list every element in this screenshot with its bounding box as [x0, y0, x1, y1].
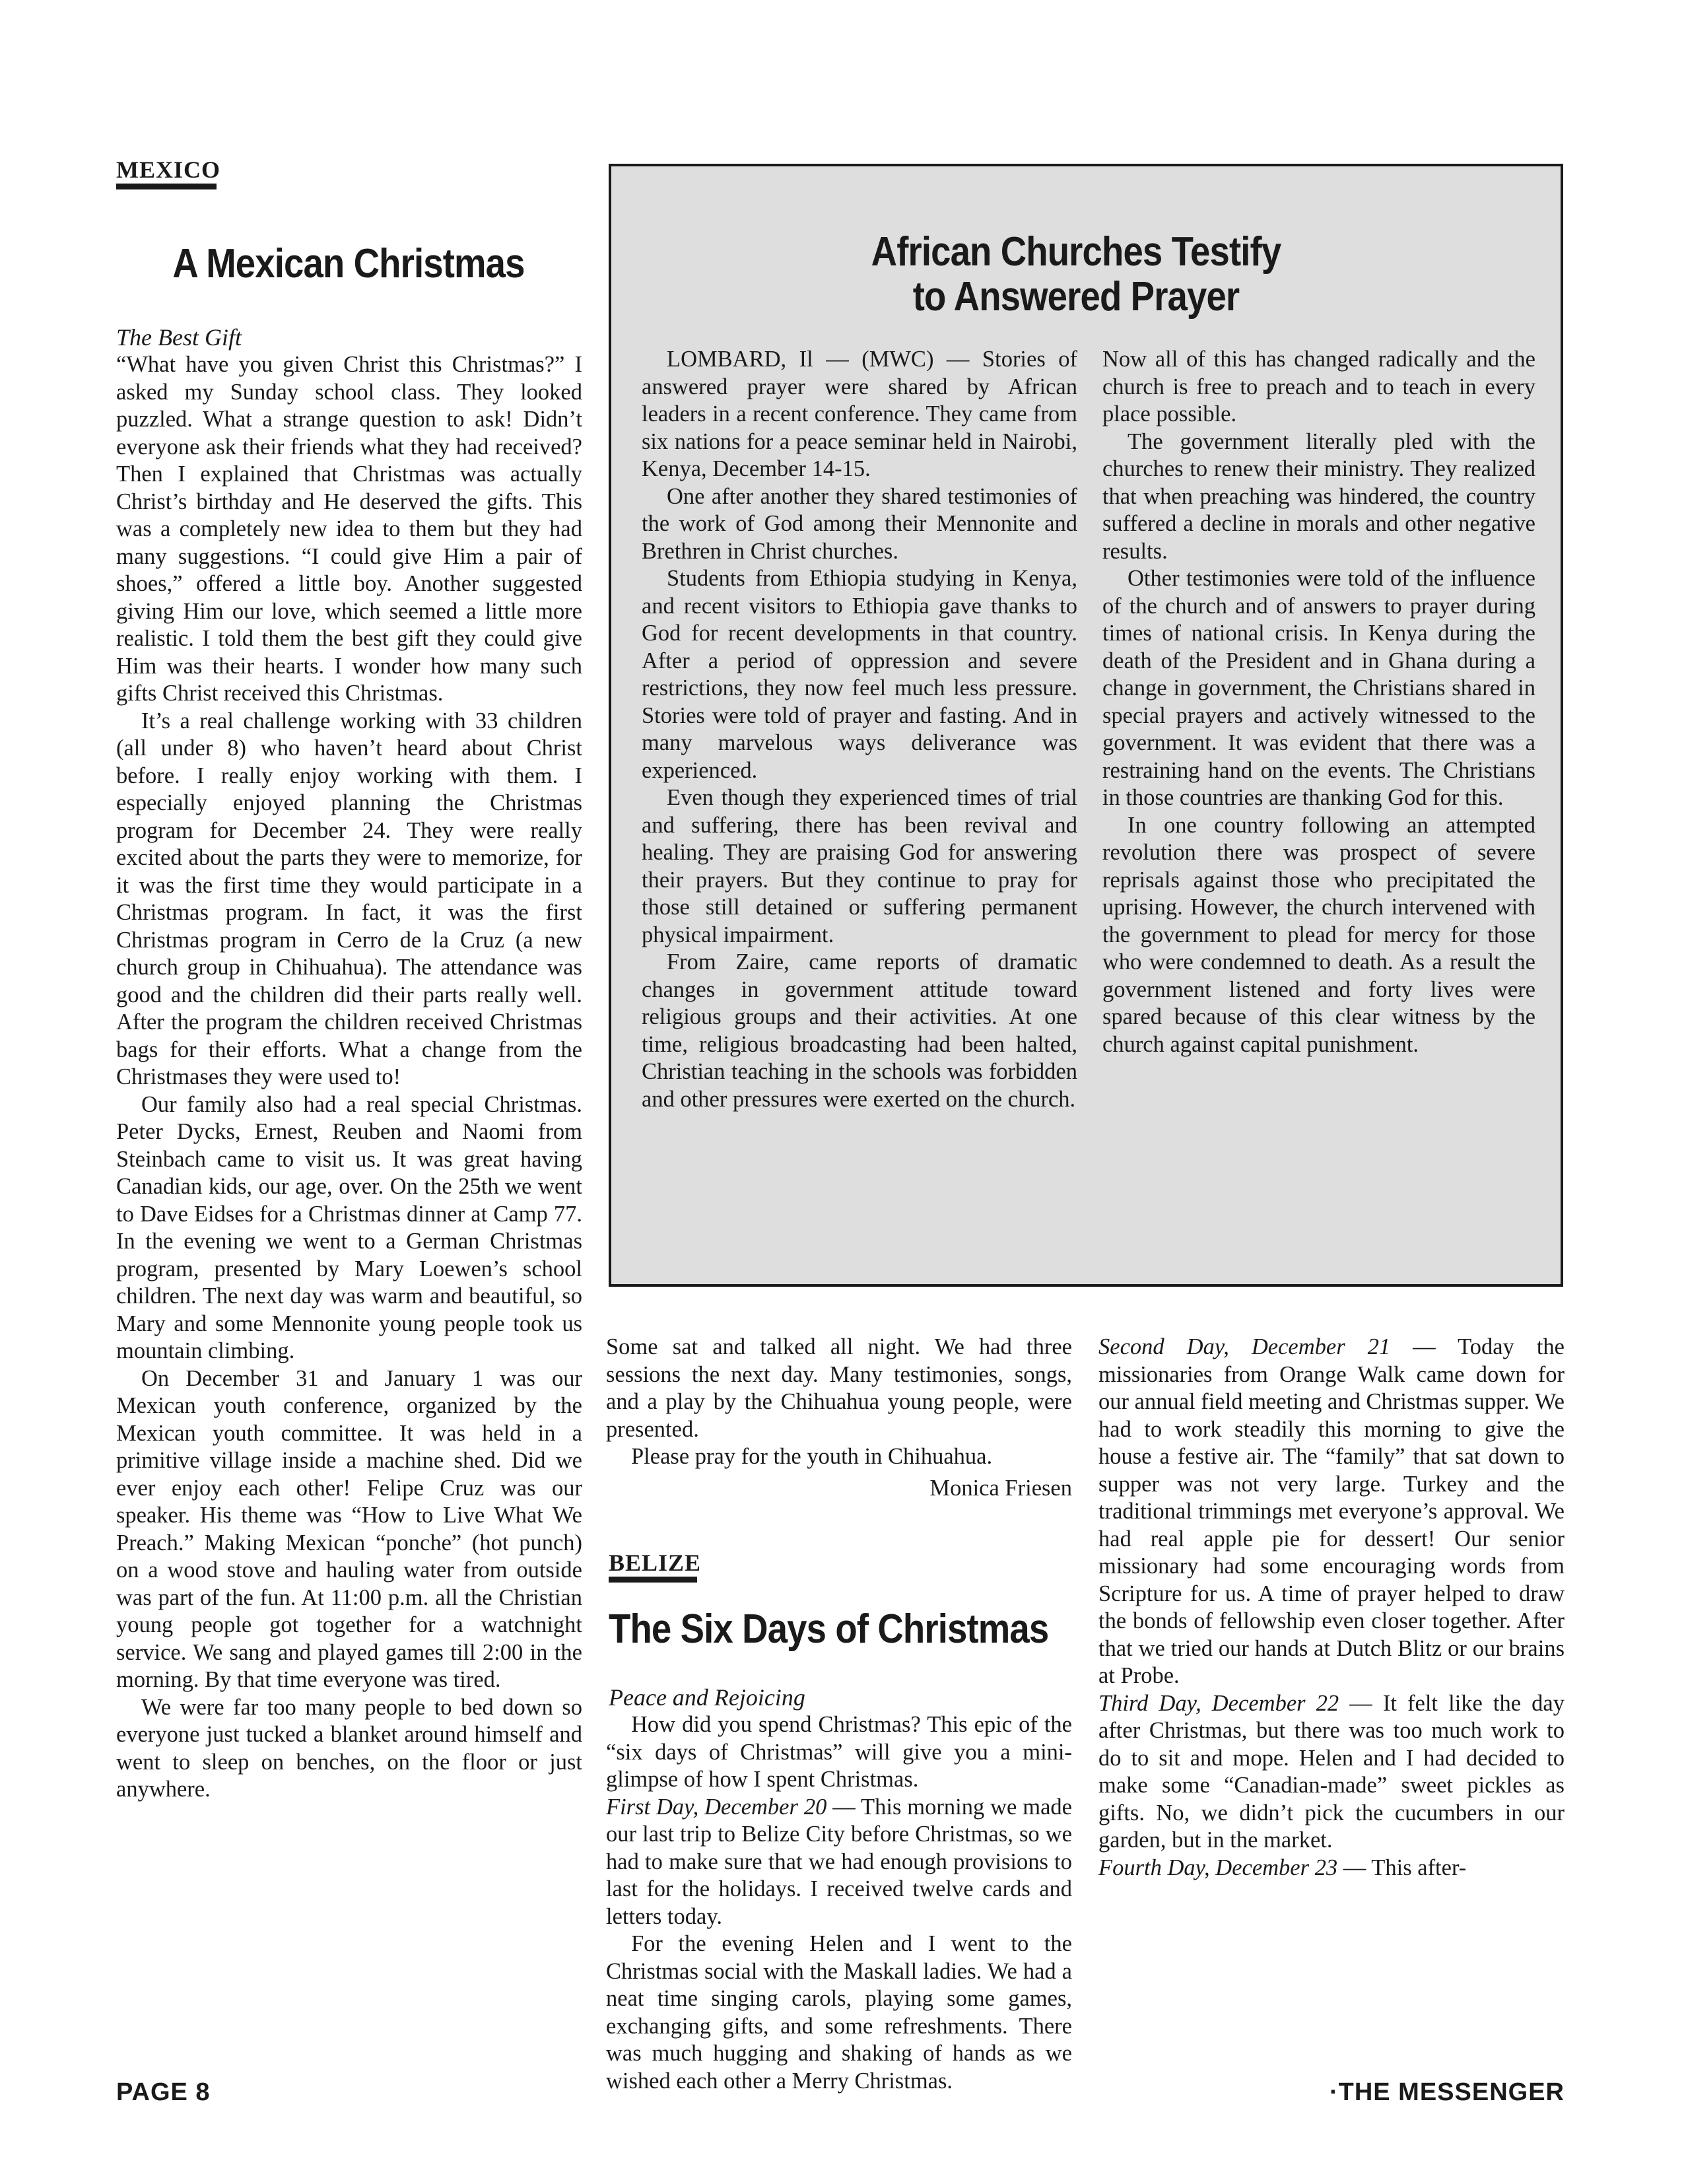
paragraph [606, 1794, 1072, 1931]
paragraph: How did you spend Christmas? This epic of the “six days of Christmas” will give you a mini-glimpse of how I spent Christmas. [606, 1712, 1072, 1792]
headline-mexican-christmas: A Mexican Christmas [172, 241, 525, 287]
paragraph: It’s a real challenge working with 33 children (all under 8) who haven’t heard about Christ before. I really enjoy working with them. I especially enjoyed planning the Christmas program for December 24. They were really excited about the parts they were to memorize, for it was the first time they would participate in a Christmas program. In fact, it was the first Christmas program in Cerro de la Cruz (a new church group in Chihuahua). The attendance was good and the children did their parts really well. After the program the children received Christmas bags for their efforts. What a change from the Christmases they were used to! [116, 708, 582, 1089]
section-tag-belize: BELIZE [609, 1550, 702, 1576]
paragraph: From Zaire, came reports of dramatic changes in government attitude toward religious groups and their activities. At one time, religious broadcasting had been halted, Christian teaching in the schools was forbidden and other pressures were exerted on the church. [642, 949, 1077, 1112]
paragraph: Even though they experienced times of trial and suffering, there has been revival and healing. They are praising God for answering their prayers. But they continue to pray for those still detained or suffering permanent physical impairment. [642, 785, 1077, 947]
day-text: — This after- [1337, 1855, 1467, 1880]
africa-left-column [642, 346, 1077, 1113]
paragraph: We were far too many people to bed down so everyone just tucked a blanket around himself and went to sleep on benches, on the floor or just anywhere. [116, 1694, 582, 1802]
article-belize-middle [606, 1711, 1072, 2095]
page-number: PAGE 8 [116, 2078, 211, 2106]
headline-six-days: The Six Days of Christmas [609, 1606, 1049, 1652]
day-label: Third Day, December 22 [1098, 1690, 1339, 1716]
section-tag-rule [116, 184, 217, 189]
paragraph: Students from Ethiopia studying in Kenya, and recent visitors to Ethiopia gave thanks to God for recent developments in that country. After a period of oppression and severe restrictions, they now feel much less pressure. Stories were told of prayer and fasting. And in many marvelous ways deliverance was experienced. [642, 566, 1077, 783]
day-label: Fourth Day, December 23 [1098, 1855, 1338, 1880]
section-tag-rule [609, 1577, 697, 1583]
paragraph [1098, 1855, 1565, 1882]
headline-line: African Churches Testify [871, 229, 1281, 275]
paragraph: LOMBARD, Il — (MWC) — Stories of answered prayer were shared by African leaders in a recent conference. They came from six nations for a peace seminar held in Nairobi, Kenya, December 14-15. [642, 347, 1077, 481]
article-mexico-column [116, 351, 582, 1804]
paragraph: Our family also had a real special Christmas. Peter Dycks, Ernest, Reuben and Naomi from Steinbach came to visit us. It was great having Canadian kids, our age, over. On the 25th we went to Dave Eidses for a Christmas dinner at Camp 77. In the evening we went to a German Christmas program, presented by Mary Loewen’s school children. The next day was warm and beautiful, so Mary and some Mennonite young people took us mountain climbing. [116, 1091, 582, 1363]
day-text: — It felt like the day after Christmas, but there was too much work to do to sit and mope. Helen and I had decided to make some “Canadian-made” sweet pickles as gifts. No, we didn’t pick the cucumbers in our garden, but in the market. [1098, 1690, 1565, 1853]
article-belize-right [1098, 1334, 1565, 1882]
paragraph: “What have you given Christ this Christmas?” I asked my Sunday school class. They looked puzzled. What a strange question to ask! Didn’t everyone ask their friends what they had received? Then I explained that Christmas was actually Christ’s birthday and He deserved the gifts. This was a completely new idea to them but they had many suggestions. “I could give Him a pair of shoes,” offered a little boy. Another suggested giving Him our love, which seemed a little more realistic. I told them the best gift they could give Him was their hearts. I wonder how many such gifts Christ received this Christmas. [116, 352, 582, 706]
paragraph: Please pray for the youth in Chihuahua. [631, 1444, 993, 1469]
day-text: — Today the missionaries from Orange Walk came down for our annual field meeting and Christmas supper. We had to work steadily this morning to give the house a festive air. The “family” that sat down to supper was not very large. Turkey and the traditional trimmings met everyone’s approval. We had real apple pie for dessert! Our senior missionary had some encouraging words from Scripture for us. A time of prayer helped to draw the bonds of fellowship even closer together. After that we tried our hands at Dutch Blitz or our brains at Probe. [1098, 1334, 1565, 1688]
boxed-article-african-churches [609, 164, 1563, 1287]
author-signature: Monica Friesen [929, 1475, 1072, 1501]
paragraph: On December 31 and January 1 was our Mexican youth conference, organized by the Mexican youth committee. It was held in a primitive village inside a machine shed. Did we ever enjoy each other! Felipe Cruz was our speaker. His theme was “How to Live What We Preach.” Making Mexican “ponche” (hot punch) on a wood stove and hauling water from outside was part of the fun. At 11:00 p.m. all the Christian young people got together for a watchnight service. We sang and played games till 2:00 in the morning. By that time everyone was tired. [116, 1365, 582, 1692]
headline-line: to Answered Prayer [912, 274, 1240, 320]
kicker-peace-rejoicing: Peace and Rejoicing [609, 1684, 805, 1711]
paragraph: For the evening Helen and I went to the Christmas social with the Maskall ladies. We had a neat time singing carols, playing some games, exchanging gifts, and some refreshments. There was much hugging and shaking of hands as we wished each other a Merry Christmas. [606, 1931, 1072, 2094]
paragraph: Some sat and talked all night. We had three sessions the next day. Many testimonies, songs, and a play by the Chihuahua young people, were presented. [606, 1334, 1072, 1442]
paragraph [1098, 1690, 1565, 1855]
paragraph: Now all of this has changed radically and the church is free to preach and to teach in every place possible. [1102, 347, 1535, 427]
publication-name: ·THE MESSENGER [1329, 2078, 1565, 2106]
kicker-best-gift: The Best Gift [116, 324, 242, 351]
paragraph: One after another they shared testimonies of the work of God among their Mennonite and Brethren in Christ churches. [642, 483, 1077, 564]
day-label: First Day, December 20 [606, 1794, 827, 1820]
paragraph [1098, 1334, 1565, 1690]
day-text: — This morning we made our last trip to Belize City before Christmas, so we had to make sure that we had enough provisions to last for the holidays. I received twelve cards and letters today. [606, 1794, 1072, 1929]
paragraph: In one country following an attempted revolution there was prospect of severe reprisals against those who precipitated the uprising. However, the church intervened with the government to plead for mercy for those who were condemned to death. As a result the government listened and forty lives were spared because of this clear witness by the church against capital punishment. [1102, 812, 1535, 1057]
paragraph: Other testimonies were told of the influence of the church and of answers to prayer during times of national crisis. In Kenya during the death of the President and in Ghana during a change in government, the Christians shared in special prayers and actively witnessed to the government. It was evident that there was a restraining hand on the events. The Christians in those countries are thanking God for this. [1102, 566, 1535, 810]
day-label: Second Day, December 21 [1098, 1334, 1391, 1359]
article-mexico-continued [606, 1334, 1072, 1502]
headline-african-churches [611, 230, 1541, 320]
section-tag-mexico: MEXICO [116, 156, 220, 183]
paragraph: The government literally pled with the churches to renew their ministry. They realized that when preaching was hindered, the country suffered a decline in morals and other negative results. [1102, 428, 1535, 564]
africa-right-column [1102, 346, 1535, 1058]
